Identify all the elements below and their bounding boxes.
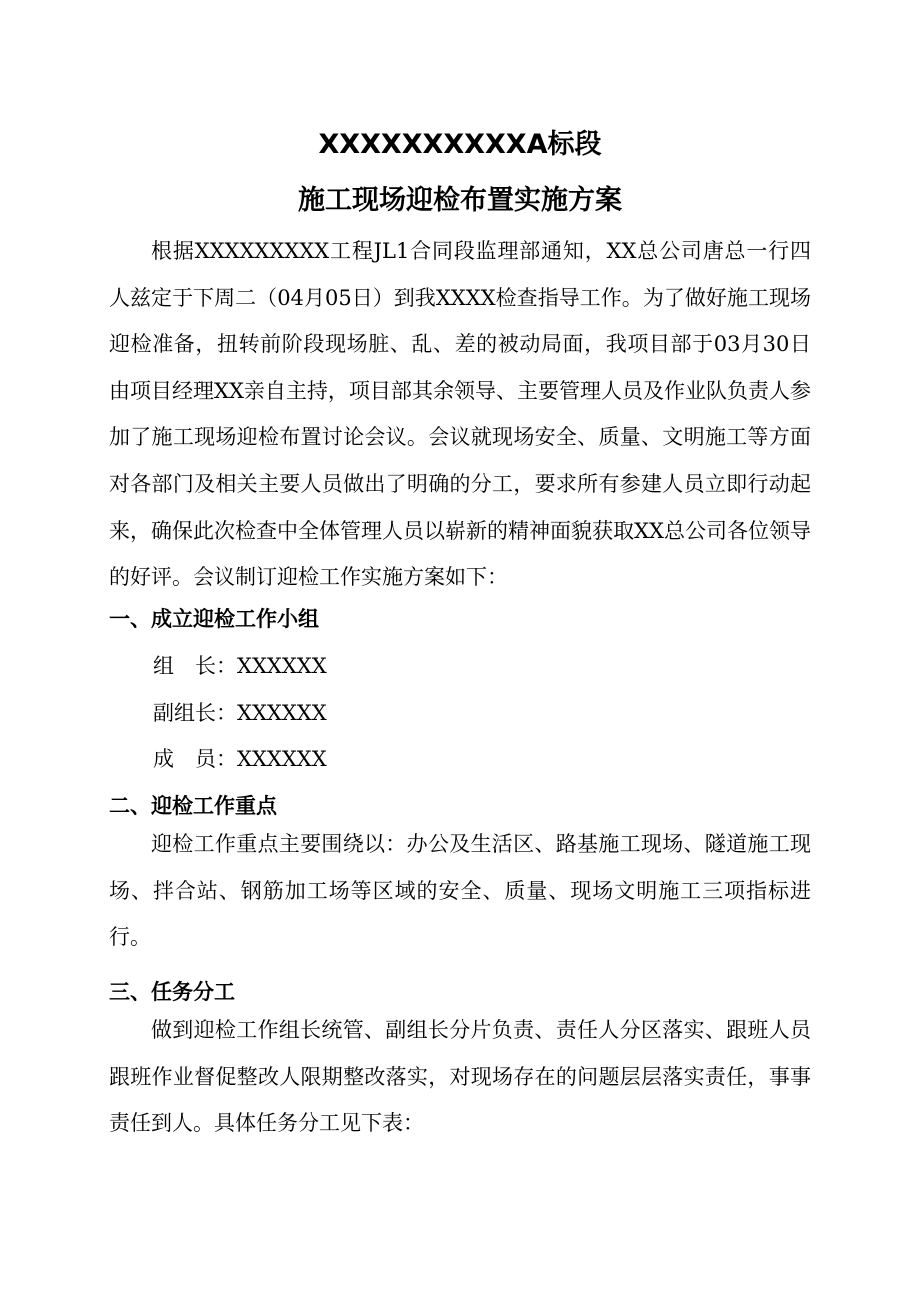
section-heading-focus: 二、迎检工作重点 [109,794,277,818]
document-title-section: XXXXXXXXXXA标段 [318,129,602,160]
team-members: 成 员：XXXXXX [153,747,327,771]
focus-paragraph: 迎检工作重点主要围绕以：办公及生活区、路基施工现场、隧道施工现场、拌合站、钢筋加工场等区域的安全、质量、现场文明施工三项指标进行。 [109,832,811,950]
team-leader: 组 长：XXXXXX [153,654,327,678]
tasks-paragraph: 做到迎检工作组长统管、副组长分片负责、责任人分区落实、跟班人员跟班作业督促整改人限期整改落实，对现场存在的问题层层落实责任，事事责任到人。具体任务分工见下表： [109,1018,811,1136]
intro-paragraph: 根据XXXXXXXXX工程JL1合同段监理部通知，XX总公司唐总一行四人兹定于下周二（04月05日）到我XXXX检查指导工作。为了做好施工现场迎检准备，扭转前阶段现场脏、乱、差的被动局面，我项目部于03月30日由项目经理XX亲自主持，项目部其余领导、主要管理人员及作业队负责人参加了施工现场迎检布置讨论会议。会议就现场安全、质量、文明施工等方面对各部门及相关主要人员做出了明确的分工，要求所有参建人员立即行动起来，确保此次检查中全体管理人员以崭新的精神面貌获取XX总公司各位领导的好评。会议制订迎检工作实施方案如下： [109,239,811,590]
document-title: 施工现场迎检布置实施方案 [298,185,622,216]
section-heading-team: 一、成立迎检工作小组 [109,607,319,631]
team-deputy-leader: 副组长：XXXXXX [153,701,327,725]
section-heading-tasks: 三、任务分工 [109,980,235,1004]
